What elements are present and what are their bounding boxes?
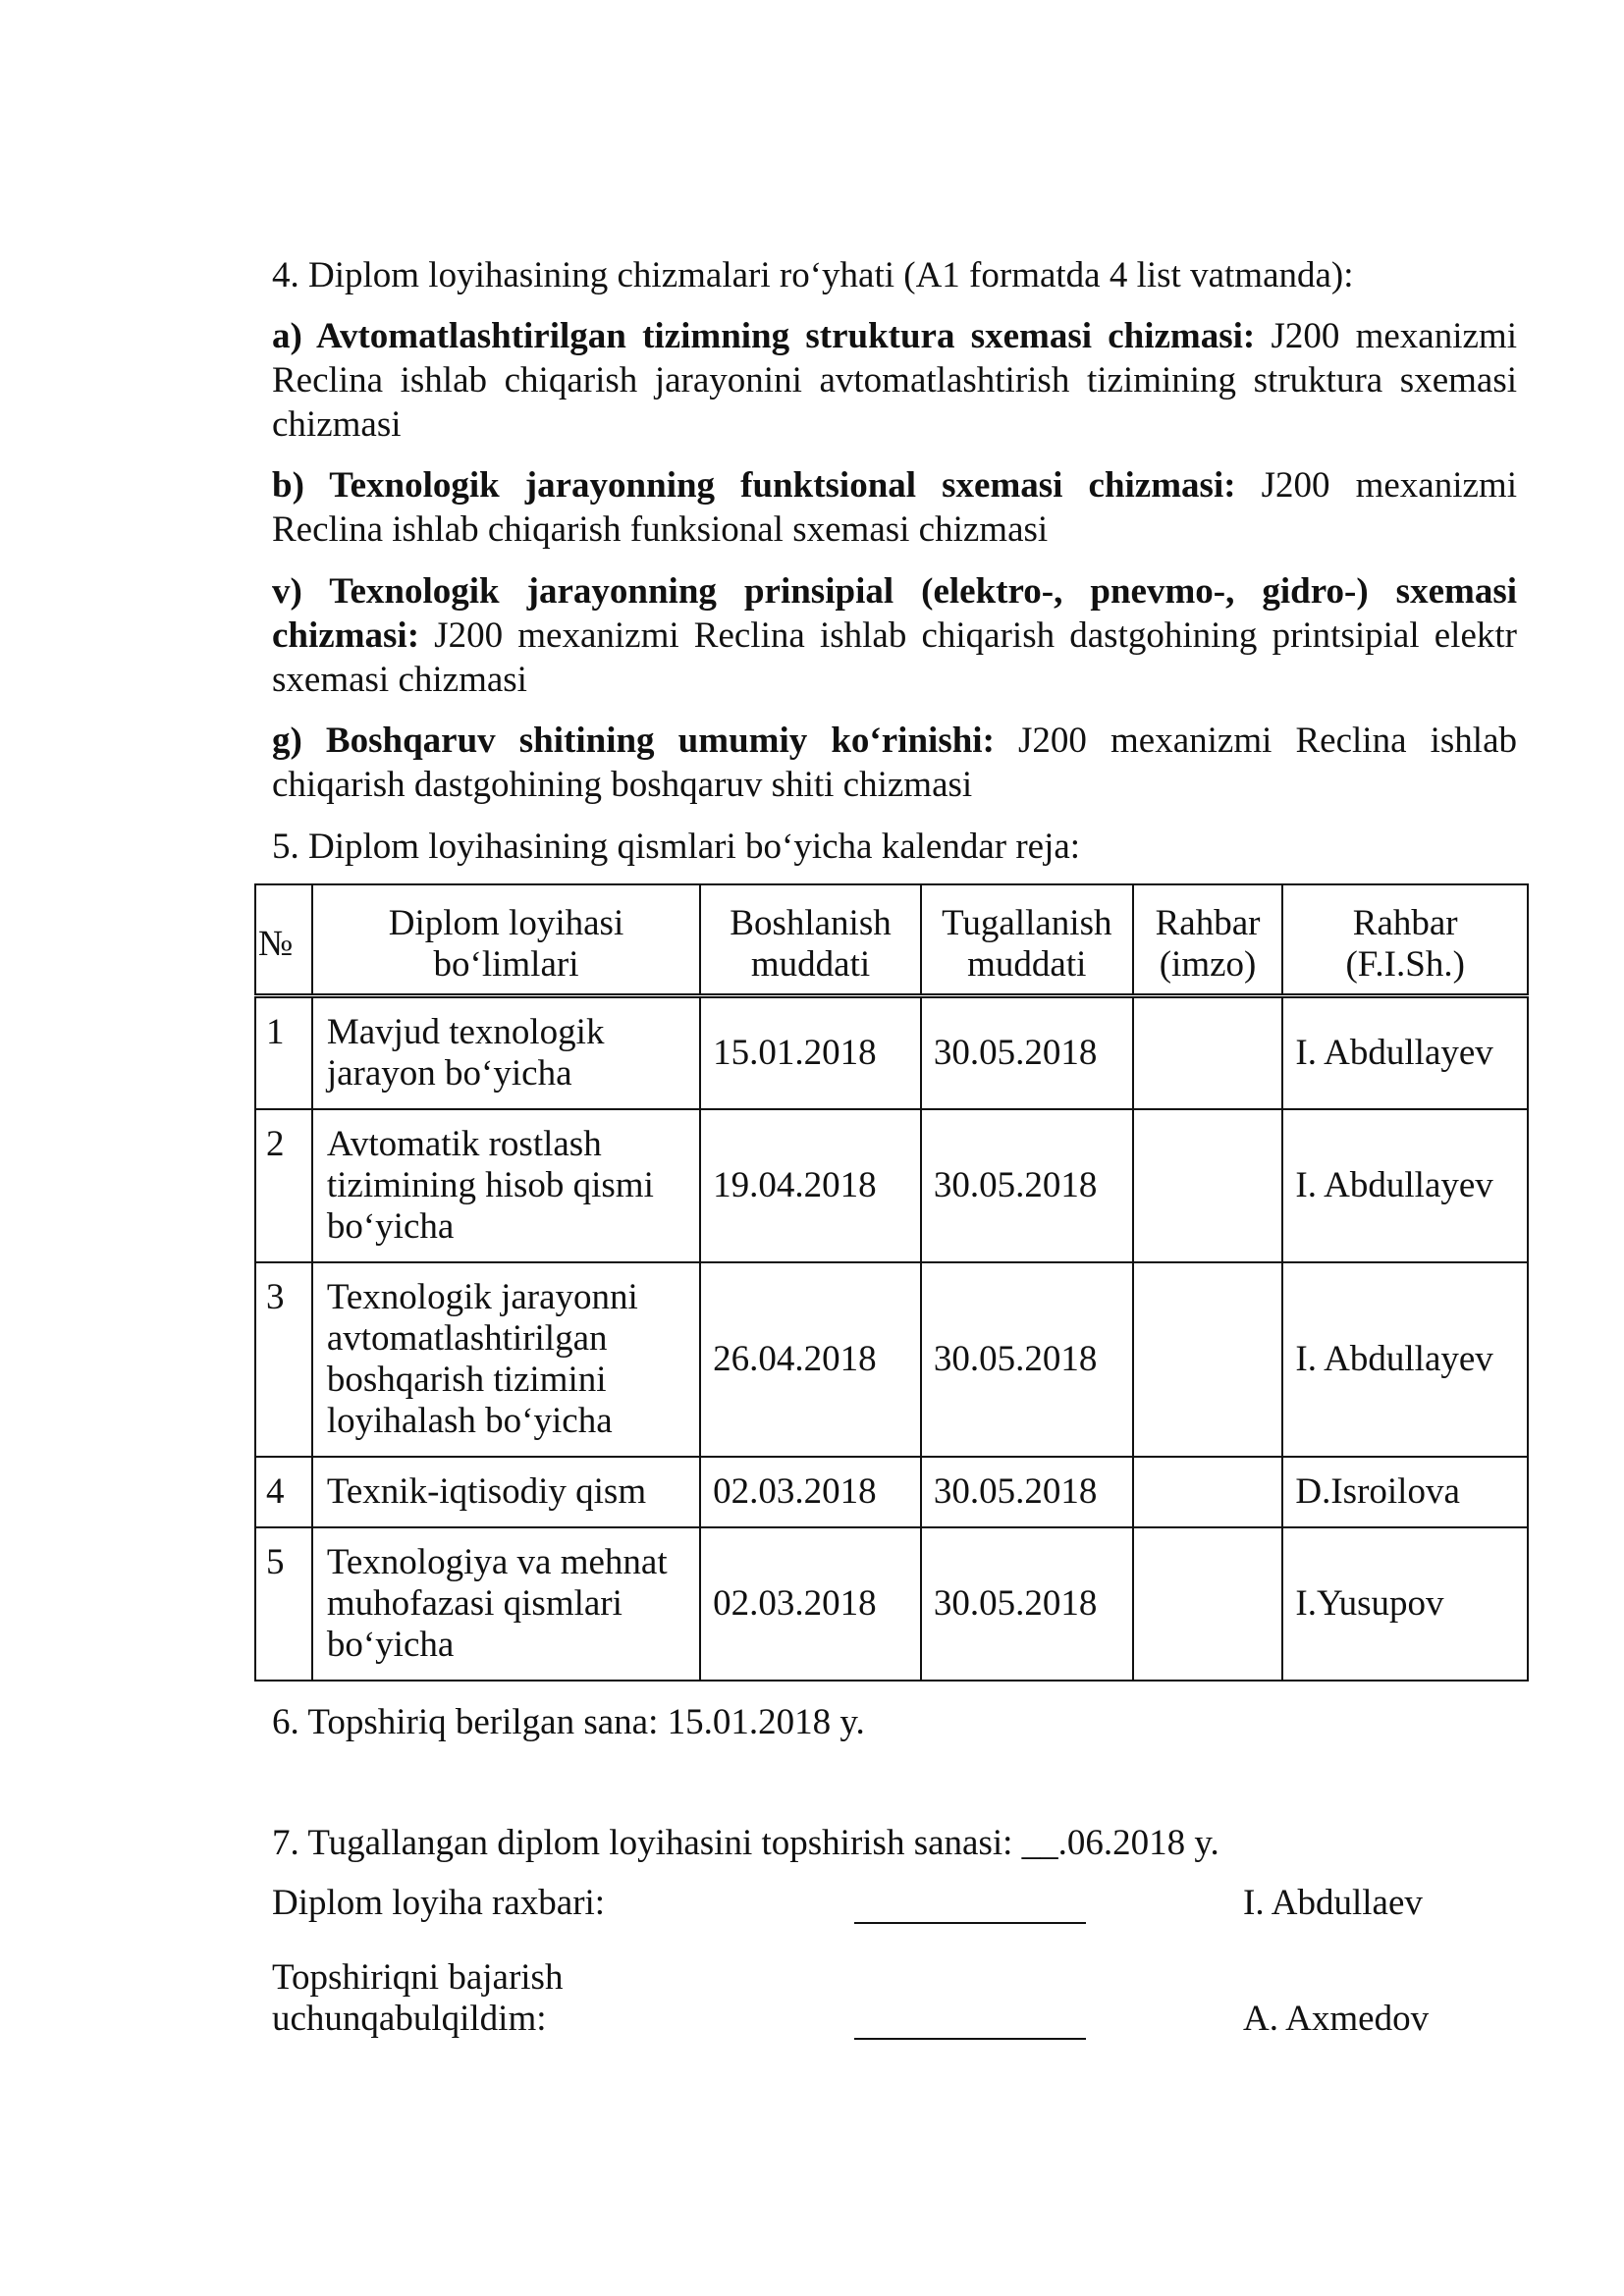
row-advisor-name: I.Yusupov	[1282, 1527, 1528, 1681]
row-advisor-name: D.Isroilova	[1282, 1457, 1528, 1527]
row-end-date: 30.05.2018	[921, 996, 1133, 1110]
drawing-item-a	[272, 314, 1517, 447]
drawing-item-b-title: b) Texnologik jarayonning funktsional sxemasi chizmasi:	[272, 465, 1236, 506]
row-section-name: Texnologiya va mehnat muhofazasi qismlari bo‘yicha	[312, 1527, 700, 1681]
drawing-item-v-title: v) Texnologik jarayonning prinsipial (elektro-, pnevmo-, gidro-) sxemasi chizmasi:	[272, 571, 1517, 656]
drawing-item-g	[272, 719, 1517, 807]
row-advisor-name: I. Abdullayev	[1282, 996, 1528, 1110]
row-signature	[1133, 996, 1283, 1110]
row-start-date: 26.04.2018	[700, 1262, 921, 1457]
drawing-item-b	[272, 463, 1517, 552]
row-number: 2	[255, 1109, 312, 1262]
drawing-item-g-title: g) Boshqaruv shitining umumiy ko‘rinishi:	[272, 721, 995, 761]
table-row	[255, 1457, 1528, 1527]
row-number: 3	[255, 1262, 312, 1457]
row-start-date: 02.03.2018	[700, 1527, 921, 1681]
drawing-item-b-desc: J200 mexanizmi Reclina ishlab chiqarish funksional sxemasi chizmasi	[272, 465, 1517, 550]
row-start-date: 02.03.2018	[700, 1457, 921, 1527]
student-signature-line	[854, 2038, 1086, 2040]
section-5-heading: 5. Diplom loyihasining qismlari bo‘yicha kalendar reja:	[272, 827, 1081, 867]
row-signature	[1133, 1109, 1283, 1262]
table-row	[255, 996, 1528, 1110]
header-number: №	[255, 884, 312, 996]
header-advisor-name: Rahbar (F.I.Sh.)	[1282, 884, 1528, 996]
section-7-submission-date: 7. Tugallangan diplom loyihasini topshirish sanasi: __.06.2018 y.	[272, 1823, 1219, 1863]
drawing-item-a-title: a) Avtomatlashtirilgan tizimning struktura sxemasi chizmasi:	[272, 316, 1256, 356]
row-end-date: 30.05.2018	[921, 1457, 1133, 1527]
calendar-plan-table	[254, 883, 1529, 1682]
section-4-heading: 4. Diplom loyihasining chizmalari ro‘yhati (A1 formatda 4 list vatmanda):	[272, 255, 1354, 295]
row-advisor-name: I. Abdullayev	[1282, 1262, 1528, 1457]
header-sections: Diplom loyihasi bo‘limlari	[312, 884, 700, 996]
drawing-item-v-desc: J200 mexanizmi Reclina ishlab chiqarish dastgohining printsipial elektr sxemasi chizmasi	[272, 615, 1517, 700]
section-6-assignment-date: 6. Topshiriq berilgan sana: 15.01.2018 y.	[272, 1702, 865, 1742]
table-row	[255, 1109, 1528, 1262]
row-end-date: 30.05.2018	[921, 1109, 1133, 1262]
row-start-date: 19.04.2018	[700, 1109, 921, 1262]
row-section-name: Texnik-iqtisodiy qism	[312, 1457, 700, 1527]
table-header-row	[255, 884, 1528, 996]
row-advisor-name: I. Abdullayev	[1282, 1109, 1528, 1262]
row-end-date: 30.05.2018	[921, 1262, 1133, 1457]
row-start-date: 15.01.2018	[700, 996, 921, 1110]
drawing-item-g-desc: J200 mexanizmi Reclina ishlab chiqarish dastgohining boshqaruv shiti chizmasi	[272, 721, 1517, 805]
row-signature	[1133, 1527, 1283, 1681]
row-section-name: Avtomatik rostlash tizimining hisob qismi bo‘yicha	[312, 1109, 700, 1262]
drawing-item-v	[272, 569, 1517, 702]
row-number: 5	[255, 1527, 312, 1681]
row-end-date: 30.05.2018	[921, 1527, 1133, 1681]
header-advisor-signature: Rahbar (imzo)	[1133, 884, 1283, 996]
row-signature	[1133, 1457, 1283, 1527]
student-label-line-1: Topshiriqni bajarish	[272, 1957, 564, 1998]
row-section-name: Texnologik jarayonni avtomatlashtirilgan boshqarish tizimini loyihalash bo‘yicha	[312, 1262, 700, 1457]
advisor-name: I. Abdullaev	[1243, 1883, 1423, 1923]
student-name: A. Axmedov	[1243, 1999, 1430, 2039]
row-signature	[1133, 1262, 1283, 1457]
student-label-line-2: uchunqabulqildim:	[272, 1999, 547, 2039]
advisor-label: Diplom loyiha raxbari:	[272, 1883, 606, 1923]
row-number: 4	[255, 1457, 312, 1527]
drawing-item-a-desc: J200 mexanizmi Reclina ishlab chiqarish jarayonini avtomatlashtirish tizimining struktura sxemasi chizmasi	[272, 316, 1517, 445]
advisor-signature-line	[854, 1922, 1086, 1924]
table-row	[255, 1527, 1528, 1681]
header-end-date: Tugallanish muddati	[921, 884, 1133, 996]
row-section-name: Mavjud texnologik jarayon bo‘yicha	[312, 996, 700, 1110]
row-number: 1	[255, 996, 312, 1110]
table-row	[255, 1262, 1528, 1457]
header-start-date: Boshlanish muddati	[700, 884, 921, 996]
